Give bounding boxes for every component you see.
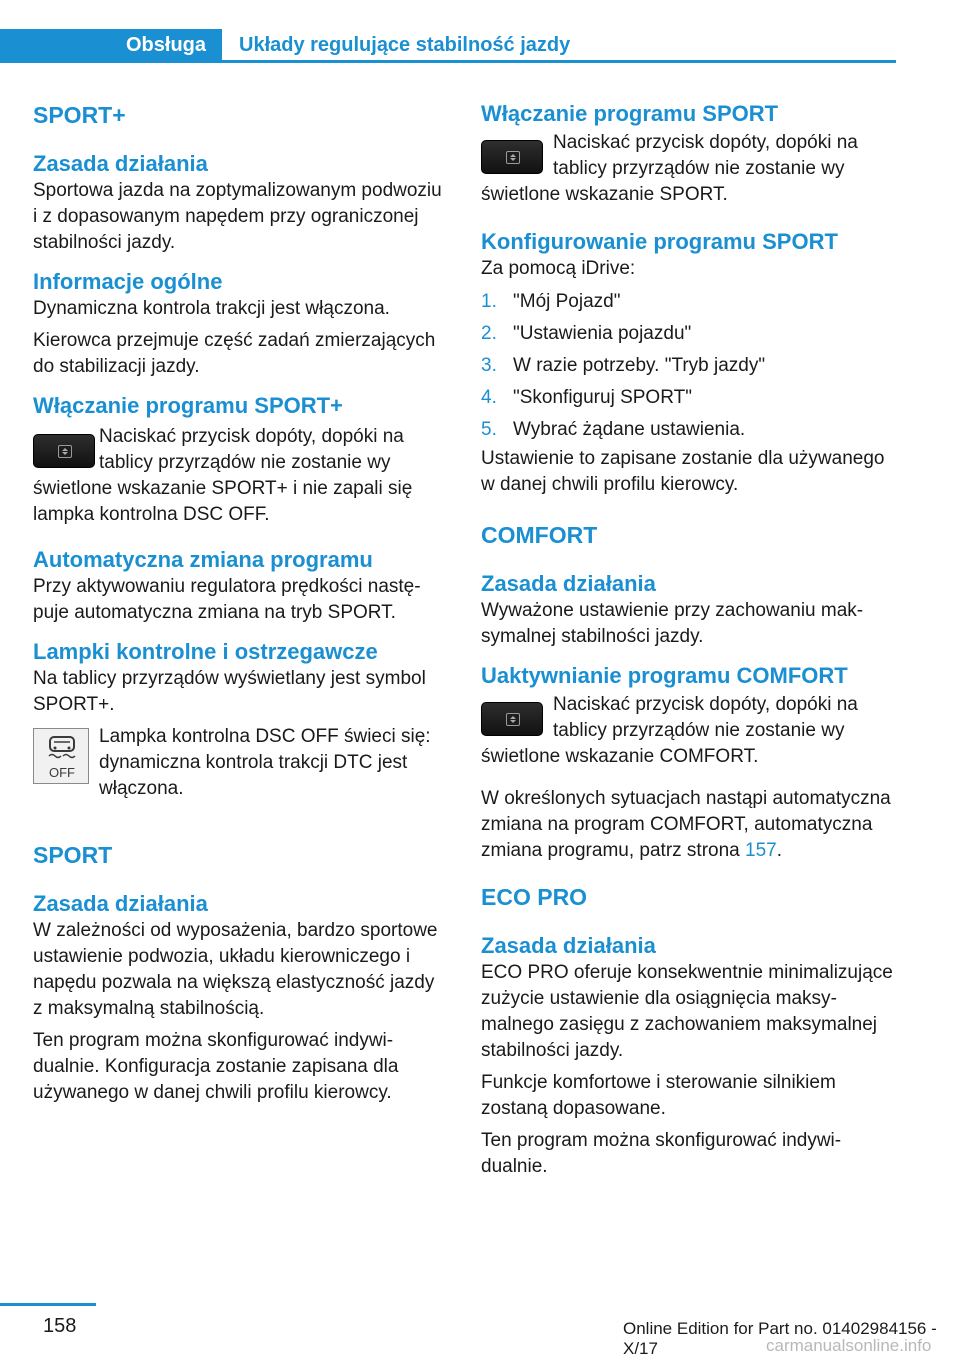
left-column — [33, 100, 447, 1106]
chapter-title: Układy regulujące stabilność jazdy — [239, 33, 571, 56]
subsection-title: Zasada działania — [33, 151, 208, 176]
driving-mode-button-icon — [481, 702, 543, 736]
list-item: 2. "Ustawienia pojazdu" — [481, 323, 692, 344]
paragraph: Naciskać przycisk dopóty, dopóki na tablicy przyrządów nie zostanie wy — [553, 132, 858, 179]
paragraph: Lampka kontrolna DSC OFF świeci się: dynamiczna kontrola trakcji DTC jest włączona. — [99, 726, 431, 799]
button-instruction — [481, 692, 895, 744]
footer-rule — [0, 1303, 96, 1306]
paragraph: W zależności od wyposażenia, bardzo sportowe ustawienie podwozia, układu kierowniczego i napędu pozwala na większą elastyczność jazdy z maksymalną stabilnością. — [33, 920, 438, 1019]
subsection-title: Lampki kontrolne i ostrzegawcze — [33, 639, 378, 664]
paragraph: Za pomocą iDrive: — [481, 258, 636, 279]
right-column — [481, 100, 895, 1180]
edition-note: Online Edition for Part no. 01402984156 - X/17 — [623, 1319, 937, 1358]
subsection-title: Uaktywnianie programu COMFORT — [481, 663, 848, 688]
svg-text:OFF: OFF — [49, 765, 75, 780]
paragraph: Ten program można skonfigurować indywidualnie. — [481, 1130, 842, 1177]
list-item: 4. "Skonfiguruj SPORT" — [481, 387, 692, 408]
section-title-sport: SPORT — [33, 842, 113, 868]
paragraph: Naciskać przycisk dopóty, dopóki na tablicy przyrządów nie zostanie wy — [99, 426, 404, 473]
subsection-title: Włączanie programu SPORT+ — [33, 393, 343, 418]
paragraph: Funkcje komfortowe i sterowanie silnikiem zostaną dopasowane. — [481, 1072, 836, 1119]
section-title-sport-plus: SPORT+ — [33, 102, 126, 128]
subsection-title: Zasada działania — [33, 891, 208, 916]
paragraph: Ustawienie to zapisane zostanie dla używanego w danej chwili profilu kierowcy. — [481, 448, 885, 495]
subsection-title: Zasada działania — [481, 933, 656, 958]
list-item: 5. Wybrać żądane ustawienia. — [481, 419, 746, 440]
subsection-title: Konfigurowanie programu SPORT — [481, 229, 838, 254]
steps-list — [481, 286, 895, 446]
driving-mode-button-icon — [481, 140, 543, 174]
page-link[interactable]: 157 — [745, 840, 777, 861]
paragraph: świetlone wskazanie COMFORT. — [481, 746, 759, 767]
paragraph: W określonych sytuacjach nastąpi automatyczna zmiana na program COMFORT, automatyczna zmiana programu, patrz strona 157. — [481, 788, 891, 861]
paragraph: ECO PRO oferuje konsekwentnie minimalizujące zużycie ustawienie dla osiągnięcia maksymalnego zasięgu z zachowaniem maksymalnej stabilności jazdy. — [481, 962, 893, 1061]
section-title-eco-pro: ECO PRO — [481, 884, 588, 910]
list-item: 1. "Mój Pojazd" — [481, 291, 621, 312]
paragraph: Naciskać przycisk dopóty, dopóki na tablicy przyrządów nie zostanie wy — [553, 694, 858, 741]
paragraph: świetlone wskazanie SPORT+ i nie zapali się lampka kontrolna DSC OFF. — [33, 478, 413, 525]
dsc-off-warning-icon — [33, 728, 89, 784]
paragraph: Sportowa jazda na zoptymalizowanym podwoziu i z dopasowanym napędem przy ograniczonej stabilności jazdy. — [33, 180, 442, 253]
paragraph: Dynamiczna kontrola trakcji jest włączona. — [33, 298, 390, 319]
paragraph: Wyważone ustawienie przy zachowaniu maksymalnej stabilności jazdy. — [481, 600, 864, 647]
subsection-title: Automatyczna zmiana programu — [33, 547, 373, 572]
subsection-title: Informacje ogólne — [33, 269, 223, 294]
button-instruction — [33, 424, 447, 476]
list-item: 3. W razie potrzeby. "Tryb jazdy" — [481, 355, 766, 376]
page-number: 158 — [43, 1315, 77, 1337]
section-title-comfort: COMFORT — [481, 522, 598, 548]
subsection-title: Zasada działania — [481, 571, 656, 596]
paragraph: Przy aktywowaniu regulatora prędkości następuje automatyczna zmiana na tryb SPORT. — [33, 576, 421, 623]
subsection-title: Włączanie programu SPORT — [481, 101, 779, 126]
paragraph: Kierowca przejmuje część zadań zmierzających do stabilizacji jazdy. — [33, 330, 436, 377]
button-instruction — [481, 130, 895, 182]
paragraph: Ten program można skonfigurować indywidualnie. Konfiguracja zostanie zapisana dla używanego w danej chwili profilu kierowcy. — [33, 1030, 399, 1103]
paragraph: Na tablicy przyrządów wyświetlany jest symbol SPORT+. — [33, 668, 426, 715]
watermark: carmanualsonline.info — [766, 1336, 932, 1355]
indicator-note — [33, 724, 447, 802]
driving-mode-button-icon — [33, 434, 95, 468]
paragraph: świetlone wskazanie SPORT. — [481, 184, 728, 205]
tab-section[interactable]: Obsługa — [0, 29, 222, 61]
